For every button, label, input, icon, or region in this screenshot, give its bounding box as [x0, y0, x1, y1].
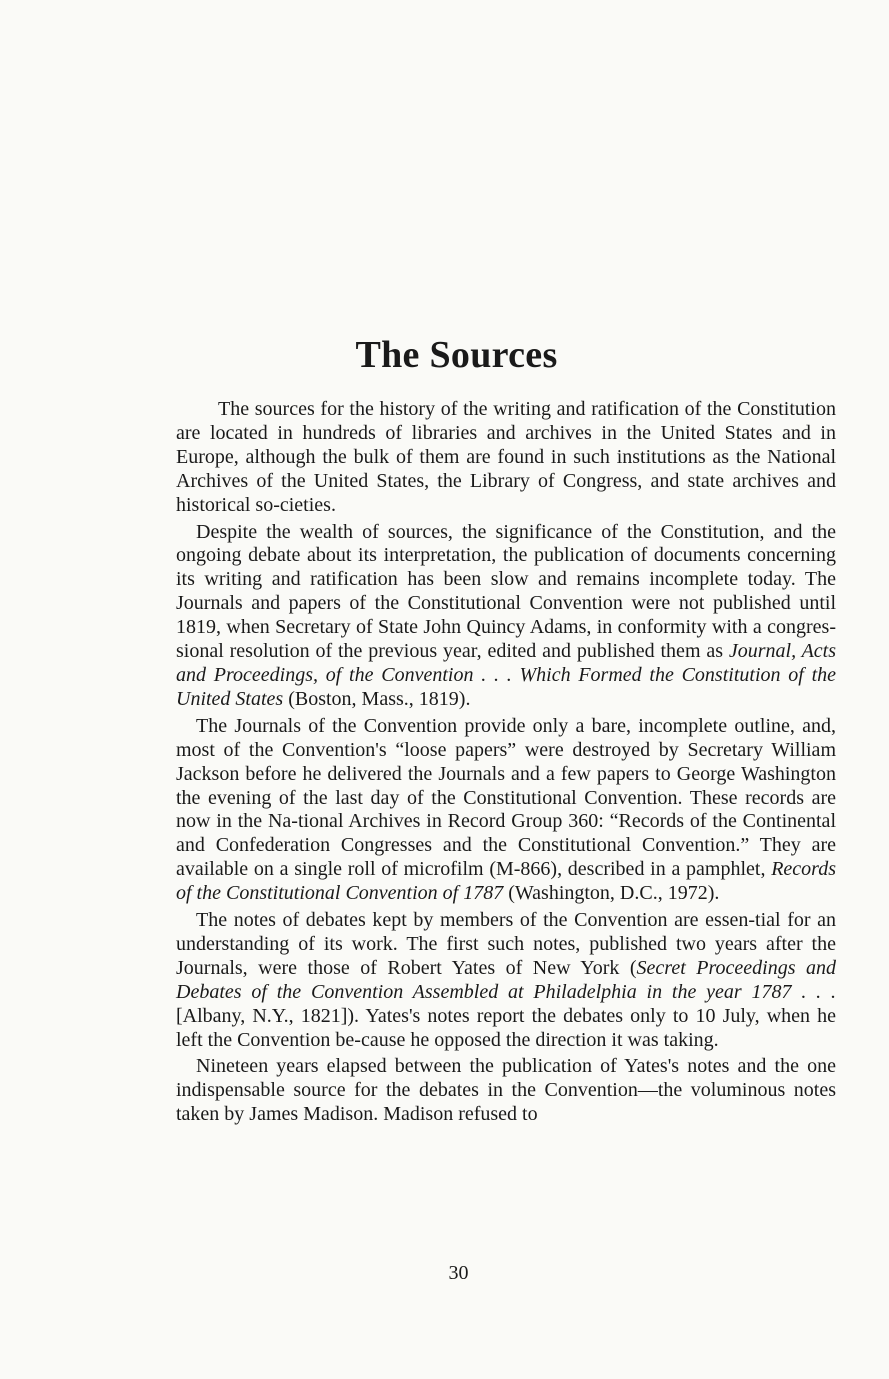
paragraph-1-run-1: The sources for the history of the writing and ratification of the Constitution are located in hundreds of libraries and archives in the United States and in Europe, although the bulk of them are found in such institutions as the National Archives of the United States, the Library of Congress, and state archives and historical so-cieties. — [176, 398, 836, 516]
paragraph-5 — [176, 1055, 836, 1127]
paragraph-3-italic-title: Records of the Constitutional Convention of 1787 — [176, 858, 836, 905]
paragraph-4-run-3: [Albany, N.Y., 1821]). Yates's notes report the debates only to 10 July, when he left the Convention be-cause he opposed the direction it was taking. — [176, 1004, 836, 1051]
body-text — [176, 398, 836, 1130]
page-title: The Sources — [355, 334, 558, 377]
paragraph-3-run-3: (Washington, D.C., 1972). — [503, 882, 720, 905]
paragraph-2-run-1: Despite the wealth of sources, the significance of the Constitution, and the ongoing debate about its interpretation, the publication of documents concerning its writing and ratification has been slow and remains incomplete today. The Journals and papers of the Constitutional Convention were not published until 1819, when Secretary of State John Quincy Adams, in conformity with a congres-sional resolution of the previous year, edited and published them as — [176, 520, 836, 663]
paragraph-3 — [176, 715, 836, 906]
paragraph-5-run-1: Nineteen years elapsed between the publication of Yates's notes and the one indispensable source for the debates in the Convention—the voluminous notes taken by James Madison. Madison refused to — [176, 1055, 836, 1126]
paragraph-3-run-1: The Journals of the Convention provide only a bare, incomplete outline, and, most of the Convention's “loose papers” were destroyed by Secretary William Jackson before he delivered the Journals and a few papers to George Washington the evening of the last day of the Constitutional Convention. These records are now in the Na-tional Archives in Record Group 360: “Records of the Continental and Confederation Congresses and the Constitutional Convention.” They are available on a single roll of microfilm (M-866), described in a pamphlet, — [176, 714, 836, 881]
paragraph-2 — [176, 521, 836, 712]
page-number: 30 — [448, 1262, 469, 1284]
paragraph-4 — [176, 909, 836, 1052]
paragraph-1 — [176, 398, 836, 518]
paragraph-2-run-3: (Boston, Mass., 1819). — [283, 687, 471, 710]
paragraph-2-italic-title: Journal, Acts and Proceedings, of the Convention . . . Which Formed the Constitution of the United States — [176, 640, 836, 710]
paragraph-4-run-1: The notes of debates kept by members of the Convention are essen-tial for an understanding of its work. The first such notes, published two years after the Journals, were those of Robert Yates of New York ( — [176, 909, 836, 979]
paragraph-4-italic-title: Secret Proceedings and Debates of the Convention Assembled at Philadelphia in the year 1787 . . . — [176, 956, 836, 1003]
